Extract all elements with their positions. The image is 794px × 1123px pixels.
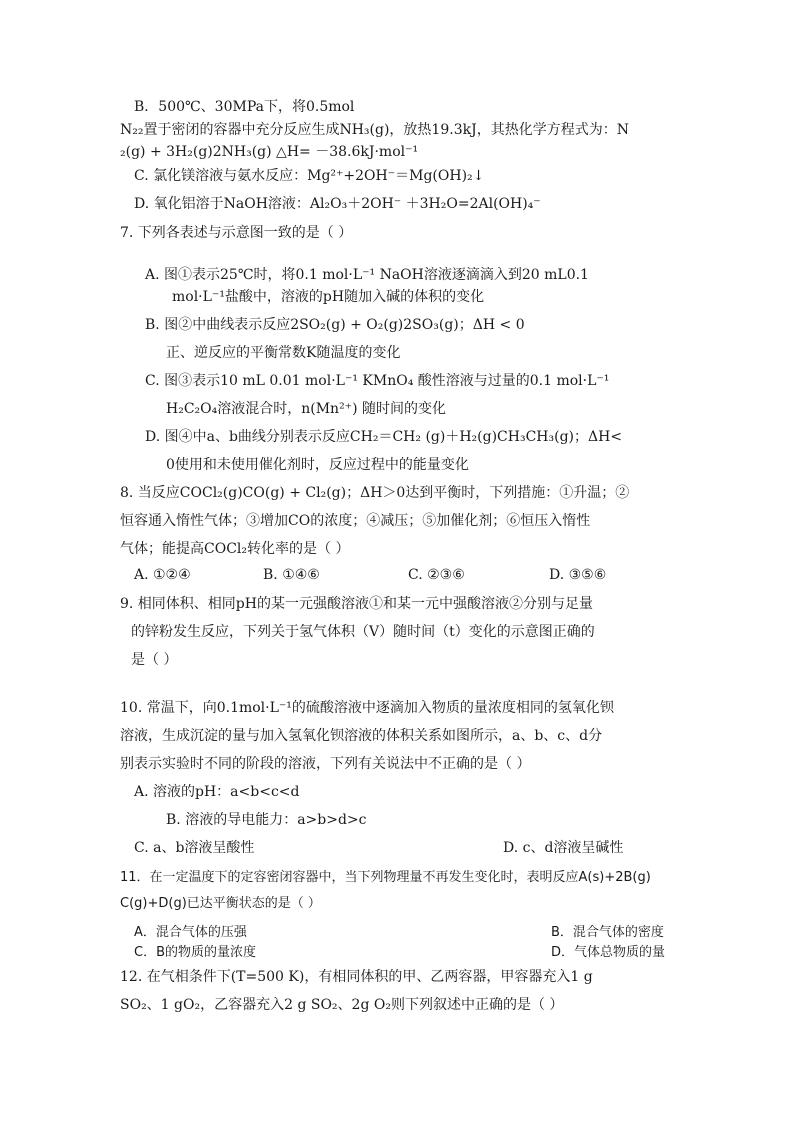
text: B．500℃、30MPa下，将0.5mol [134,99,355,115]
q7-option-a-line2 [172,288,484,306]
text: B．混合气体的密度 [551,925,664,940]
q9-stem-line1 [120,595,593,613]
text: C. a、b溶液呈酸性 [134,840,255,856]
q6-option-b-line2 [120,121,629,139]
q8-stem-line1 [120,484,629,502]
q7-stem [120,224,352,242]
q8-option-d [549,566,606,584]
q9-stem-line3 [131,651,177,669]
text: 12. 在气相条件下(T=500 K)，有相同体积的甲、乙两容器，甲容器充入1 g [120,969,593,985]
text: D. 氧化铝溶于NaOH溶液：Al₂O₃＋2OH⁻ ＋3H₂O=2Al(OH)₄⁻ [134,196,541,212]
q11-option-b [551,924,664,942]
q6-option-c [134,167,484,185]
q10-option-d [503,839,623,857]
text: 气体；能提高COCl₂转化率的是（ ） [120,541,350,557]
text: ₂(g) + 3H₂(g)2NH₃(g) △H= －38.6kJ·mol⁻¹ [120,144,419,160]
text: mol·L⁻¹盐酸中，溶液的pH随加入碱的体积的变化 [172,289,485,305]
q10-option-b [166,811,367,829]
text: A. 图①表示25℃时，将0.1 mol·L⁻¹ NaOH溶液逐滴滴入到20 mL0.1 [145,267,589,283]
q11-option-d [551,944,665,962]
q9-stem-line2 [131,623,595,641]
text: H₂C₂O₄溶液混合时，n(Mn²⁺) 随时间的变化 [166,401,446,417]
text: 正、逆反应的平衡常数K随温度的变化 [166,345,401,361]
text: D. 图④中a、b曲线分别表示反应CH₂＝CH₂ (g)＋H₂(g)CH₃CH₃(g)；ΔH< [145,429,623,445]
text: 恒容通入惰性气体；③增加CO的浓度；④减压；⑤加催化剂；⑥恒压入惰性 [120,513,591,529]
q11-stem-line1 [120,869,651,887]
text: D．气体总物质的量 [551,945,666,960]
q10-option-a [134,783,299,801]
text: 10. 常温下，向0.1mol·L⁻¹的硫酸溶液中逐滴加入物质的量浓度相同的氢氧化钡 [120,700,614,716]
text: N₂₂置于密闭的容器中充分反应生成NH₃(g)，放热19.3kJ，其热化学方程式为：N [120,122,629,138]
text: D. c、d溶液呈碱性 [503,840,624,856]
text: C(g)+D(g)已达平衡状态的是（ ） [120,896,321,911]
q6-option-b-line1 [134,98,354,116]
text: C. 氯化镁溶液与氨水反应：Mg²⁺+2OH⁻＝Mg(OH)₂↓ [134,168,485,184]
q12-stem-line1 [120,968,593,986]
text: C．B的物质的量浓度 [134,945,256,960]
q8-stem-line2 [120,512,590,530]
text: 11．在一定温度下的定容密闭容器中，当下列物理量不再发生变化时，表明反应A(s)+2B(g) [120,870,651,885]
q7-option-c-line2 [166,400,446,418]
q8-option-b [263,566,320,584]
text: B. ①④⑥ [263,567,320,583]
q8-stem-line3 [120,540,349,558]
text: A. ①②④ [134,567,191,583]
text: 8. 当反应COCl₂(g)CO(g) + Cl₂(g)；ΔH＞0达到平衡时，下列措施：①升温；② [120,485,630,501]
text: A. 溶液的pH：a<b<c<d [134,784,300,800]
text: D. ③⑤⑥ [549,567,607,583]
text: 0使用和未使用催化剂时，反应过程中的能量变化 [166,457,469,473]
text: A．混合气体的压强 [134,925,247,940]
q8-option-c [408,566,465,584]
q7-option-c-line1 [145,372,609,390]
text: 别表示实验时不同的阶段的溶液，下列有关说法中不正确的是（ ） [120,756,531,772]
text: B. 溶液的导电能力：a>b>d>c [166,812,367,828]
q8-option-a [134,566,191,584]
text: SO₂、1 gO₂，乙容器充入2 g SO₂、2g O₂则下列叙述中正确的是（ ） [120,997,564,1013]
q7-option-b-line1 [145,316,525,334]
q10-stem-line1 [120,699,614,717]
text: C. ②③⑥ [408,567,465,583]
text: 9. 相同体积、相同pH的某一元强酸溶液①和某一元中强酸溶液②分别与足量 [120,596,593,612]
q7-option-b-line2 [166,344,400,362]
q11-option-c [134,944,256,962]
text: 溶液，生成沉淀的量与加入氢氧化钡溶液的体积关系如图所示，a、b、c、d分 [120,728,603,744]
q12-stem-line2 [120,996,563,1014]
text: 的锌粉发生反应，下列关于氢气体积（V）随时间（t）变化的示意图正确的 [131,624,595,640]
text: 是（ ） [131,652,178,668]
q10-stem-line2 [120,727,602,745]
q11-stem-line2 [120,895,321,913]
q7-option-d-line2 [166,456,469,474]
q6-option-b-line3 [120,143,418,161]
q6-option-d [134,195,541,213]
q7-option-d-line1 [145,428,622,446]
q10-stem-line3 [120,755,530,773]
q7-option-a-line1 [145,266,589,284]
text: B. 图②中曲线表示反应2SO₂(g) + O₂(g)2SO₃(g)；ΔH < 0 [145,317,525,333]
text: 7. 下列各表述与示意图一致的是（ ） [120,225,353,241]
q11-option-a [134,924,247,942]
q10-option-c [134,839,254,857]
text: C. 图③表示10 mL 0.01 mol·L⁻¹ KMnO₄ 酸性溶液与过量的0.1 mol·L⁻¹ [145,373,610,389]
